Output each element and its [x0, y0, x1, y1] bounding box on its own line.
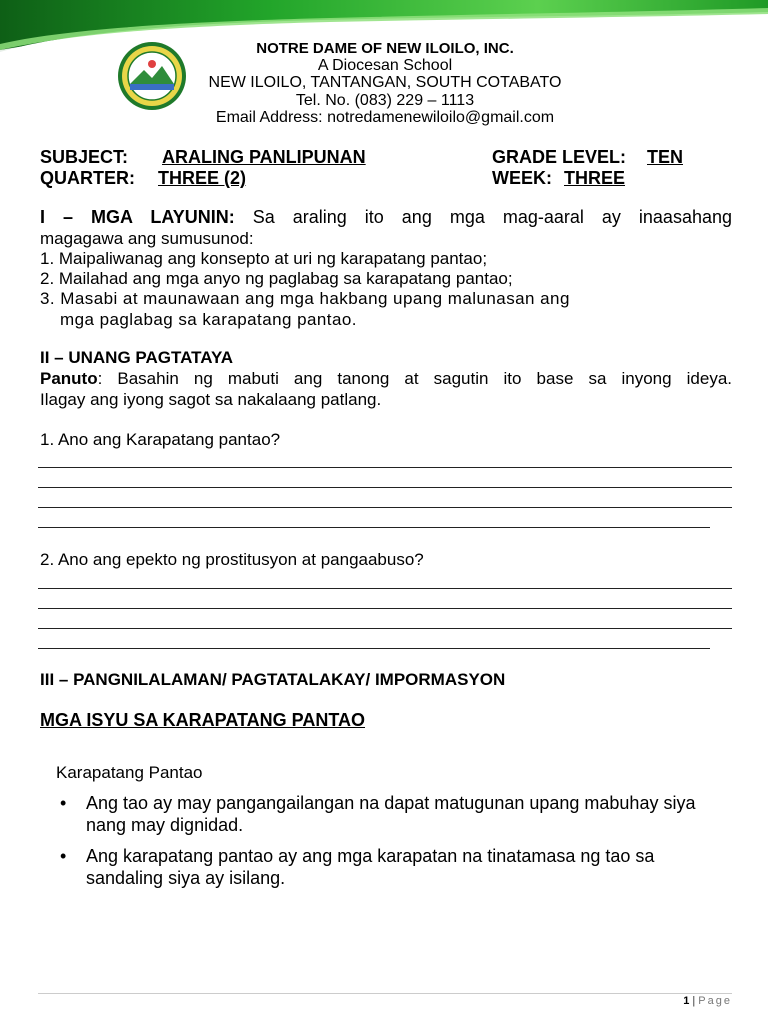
- objective-item-3: 3. Masabi at maunawaan ang mga hakbang upang malunasan ang: [40, 289, 570, 308]
- objective-item-1: 1. Maipaliwanag ang konsepto at uri ng karapatang pantao;: [40, 249, 488, 268]
- topic-title: MGA ISYU SA KARAPATANG PANTAO: [40, 710, 365, 730]
- bullet-item-2: [60, 845, 735, 889]
- subject-label: SUBJECT:: [40, 147, 129, 167]
- content-heading: III – PANGNILALAMAN/ PAGTATALAKAY/ IMPORMASYON: [40, 670, 506, 689]
- page-footer: [683, 995, 732, 1007]
- grade-value: TEN: [647, 147, 683, 167]
- answer-line[interactable]: [38, 527, 710, 528]
- objective-item-3-cont: mga paglabag sa karapatang pantao.: [60, 310, 357, 329]
- objectives-intro-line2: magagawa ang sumusunod:: [40, 229, 254, 248]
- school-email: Email Address: notredamenewiloilo@gmail.com: [215, 109, 555, 126]
- bullet-item-1: [60, 792, 735, 836]
- school-name: NOTRE DAME OF NEW ILOILO, INC.: [256, 40, 514, 57]
- bullet-icon: •: [60, 846, 67, 866]
- school-subtitle: A Diocesan School: [317, 57, 453, 74]
- answer-line[interactable]: [38, 628, 732, 629]
- instructions-text: : Basahin ng mabuti ang tanong at sagutin ito base sa inyong ideya.: [97, 369, 732, 388]
- school-phone: Tel. No. (083) 229 – 1113: [295, 92, 475, 109]
- objectives-heading: I – MGA LAYUNIN:: [40, 207, 235, 227]
- answer-line[interactable]: [38, 487, 732, 488]
- question-1: 1. Ano ang Karapatang pantao?: [40, 430, 281, 449]
- quarter-label: QUARTER:: [40, 168, 135, 188]
- answer-line[interactable]: [38, 648, 710, 649]
- objective-item-2: 2. Mailahad ang mga anyo ng paglabag sa karapatang pantao;: [40, 269, 513, 288]
- subject-value: ARALING PANLIPUNAN: [162, 147, 366, 167]
- bullet-icon: •: [60, 793, 67, 813]
- instructions-line2: Ilagay ang iyong sagot sa nakalaang patlang.: [40, 390, 382, 409]
- subheading: Karapatang Pantao: [56, 763, 203, 782]
- page-word: Page: [698, 995, 732, 1007]
- instructions-label: Panuto: [40, 369, 98, 388]
- bullet-text-1: Ang tao ay may pangangailangan na dapat matugunan upang mabuhay siya nang may dignidad.: [86, 793, 696, 835]
- answer-line[interactable]: [38, 507, 732, 508]
- objectives-intro-line1: Sa araling ito ang mga mag-aaral ay inaasahang: [252, 207, 732, 227]
- week-value: THREE: [564, 168, 626, 188]
- instructions-line1: [40, 369, 732, 389]
- quarter-value: THREE (2): [158, 168, 247, 188]
- page-number: 1: [683, 995, 690, 1007]
- answer-line[interactable]: [38, 588, 732, 589]
- grade-label: GRADE LEVEL:: [492, 147, 627, 167]
- page-separator: |: [692, 995, 696, 1007]
- school-address: NEW ILOILO, TANTANGAN, SOUTH COTABATO: [208, 74, 562, 91]
- pretest-heading: II – UNANG PAGTATAYA: [40, 348, 234, 367]
- answer-line[interactable]: [38, 608, 732, 609]
- week-label: WEEK:: [492, 168, 552, 188]
- question-2: 2. Ano ang epekto ng prostitusyon at pangaabuso?: [40, 550, 424, 569]
- answer-line[interactable]: [38, 467, 732, 468]
- bullet-text-2: Ang karapatang pantao ay ang mga karapatan na tinatamasa ng tao sa sandaling siya ay isilang.: [86, 846, 655, 888]
- objectives-intro: [40, 207, 732, 227]
- footer-divider: [38, 993, 732, 994]
